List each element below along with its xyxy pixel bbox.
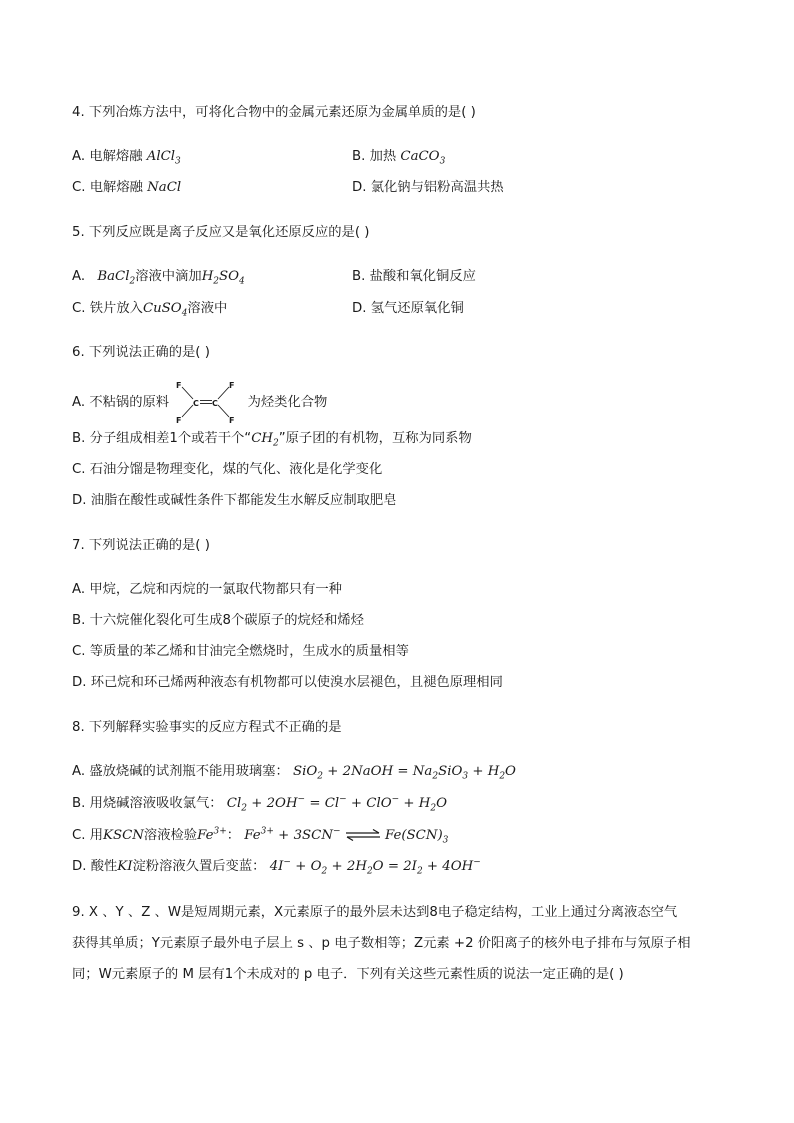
q4-option-c[interactable] [72, 179, 181, 197]
q5-option-c[interactable] [72, 300, 227, 318]
q8-option-c-equation: $Fe^{3+} + 3SCN^-$ [244, 826, 341, 843]
q8-option-c-reagent: KSCN [103, 828, 144, 843]
q8-option-d[interactable] [72, 858, 481, 876]
q6-stem: 6. 下列说法正确的是( ) [72, 345, 210, 360]
q6-option-b-formula: $CH_2$ [251, 431, 279, 449]
q8-option-c[interactable] [72, 827, 448, 845]
q4-option-c-text: C. 电解熔融 [72, 180, 143, 195]
q6-option-b-post: ”原子团的有机物，互称为同系物 [278, 431, 472, 446]
q4-option-b-text: B. 加热 [352, 149, 397, 164]
bond-line [182, 405, 193, 417]
q7-option-d[interactable]: D. 环己烷和环己烯两种液态有机物都可以使溴水层褪色，且褪色原理相同 [72, 675, 503, 690]
q6-option-a-pre: A. 不粘锅的原料 [72, 395, 170, 410]
q4-option-a-formula: AlCl$_3$ [146, 149, 181, 167]
q8-option-b-equation: $Cl_2 + 2OH^- = Cl^- + ClO^- + H_2O$ [226, 794, 448, 814]
q5-stem: 5. 下列反应既是离子反应又是氧化还原反应的是( ) [72, 225, 370, 240]
q8-option-c-colon: ： [226, 828, 241, 843]
q6-option-d[interactable]: D. 油脂在酸性或碱性条件下都能发生水解反应制取肥皂 [72, 493, 397, 508]
fluorine-atom: F [176, 381, 182, 390]
q5-option-a[interactable] [72, 268, 245, 286]
q8-option-c-pre: C. 用 [72, 828, 104, 843]
fluorine-atom: F [229, 381, 235, 390]
q8-option-c-ion: $Fe^{3+}$ [197, 826, 227, 843]
carbon-atom: C [193, 399, 199, 408]
q5-option-c-formula: CuSO$_4$ [142, 301, 188, 319]
q8-option-d-equation: $4I^- + O_2 + 2H_2O = 2I_2 + 4OH^-$ [269, 857, 481, 877]
bond-line [182, 387, 193, 399]
tetrafluoroethylene-structure [173, 379, 239, 425]
fluorine-atom: F [176, 416, 182, 425]
equilibrium-arrow-icon [345, 829, 381, 841]
q5-option-a-formula2: $H_2SO_4$ [201, 269, 245, 287]
q9-line-3: 同；W元素原子的 M 层有1个未成对的 p 电子．下列有关这些元素性质的说法一定正确的是( ) [72, 967, 624, 982]
q6-option-c[interactable]: C. 石油分馏是物理变化，煤的气化、液化是化学变化 [72, 462, 383, 477]
q8-stem: 8. 下列解释实验事实的反应方程式不正确的是 [72, 720, 342, 735]
q8-option-a[interactable] [72, 763, 516, 781]
q8-option-d-reagent: KI [117, 859, 133, 874]
q8-option-a-equation: SiO$_2$ + 2NaOH = $Na_2SiO_3 + H_2O$ [293, 764, 516, 782]
q5-option-a-mid: 溶液中滴加 [135, 269, 202, 284]
q6-option-b[interactable] [72, 430, 472, 448]
q5-option-a-formula1: BaCl$_2$ [97, 269, 136, 287]
q9-line-2: 获得其单质；Y元素原子最外电子层上 s 、p 电子数相等；Z元素 +2 价阳离子的核外电子排布与氖原子相 [72, 936, 691, 951]
q7-option-b[interactable]: B. 十六烷催化裂化可生成8个碳原子的烷烃和烯烃 [72, 613, 364, 628]
q5-option-c-text: C. 铁片放入 [72, 301, 143, 316]
q4-option-a-text: A. 电解熔融 [72, 149, 143, 164]
q7-stem: 7. 下列说法正确的是( ) [72, 538, 210, 553]
q8-option-d-pre: D. 酸性 [72, 859, 118, 874]
q8-option-b-text: B. 用烧碱溶液吸收氯气： [72, 796, 223, 811]
bond-line [218, 405, 229, 417]
q5-option-c-tail: 溶液中 [187, 301, 228, 316]
q4-option-d[interactable]: D. 氯化钠与铝粉高温共热 [352, 180, 504, 195]
q5-option-a-label: A. [72, 269, 86, 284]
q7-option-a[interactable]: A. 甲烷，乙烷和丙烷的一氯取代物都只有一种 [72, 582, 342, 597]
q8-option-c-product: $Fe(SCN)_3$ [384, 828, 449, 846]
q8-option-c-mid: 溶液检验 [143, 828, 198, 843]
q4-option-a[interactable] [72, 148, 181, 166]
q5-option-d[interactable]: D. 氢气还原氧化铜 [352, 301, 464, 316]
q4-option-b[interactable] [352, 148, 445, 166]
q4-stem: 4. 下列冶炼方法中，可将化合物中的金属元素还原为金属单质的是( ) [72, 105, 476, 120]
q8-option-b[interactable] [72, 795, 447, 813]
q8-option-a-text: A. 盛放烧碱的试剂瓶不能用玻璃塞： [72, 764, 289, 779]
bond-line [218, 387, 229, 399]
q4-option-c-formula: NaCl [147, 180, 182, 195]
fluorine-atom: F [229, 416, 235, 425]
q4-option-b-formula: CaCO$_3$ [400, 149, 446, 167]
q6-option-a-post: 为烃类化合物 [247, 395, 328, 410]
q7-option-c[interactable]: C. 等质量的苯乙烯和甘油完全燃烧时，生成水的质量相等 [72, 644, 409, 659]
q6-option-b-pre: B. 分子组成相差1个或若干个“ [72, 431, 252, 446]
q9-line-1: 9. X 、Y 、Z 、W是短周期元素，X元素原子的最外层未达到8电子稳定结构，工业上通过分离液态空气 [72, 905, 678, 920]
carbon-atom: C [212, 399, 218, 408]
q8-option-d-mid: 淀粉溶液久置后变蓝： [132, 859, 266, 874]
q5-option-b[interactable]: B. 盐酸和氧化铜反应 [352, 269, 476, 284]
